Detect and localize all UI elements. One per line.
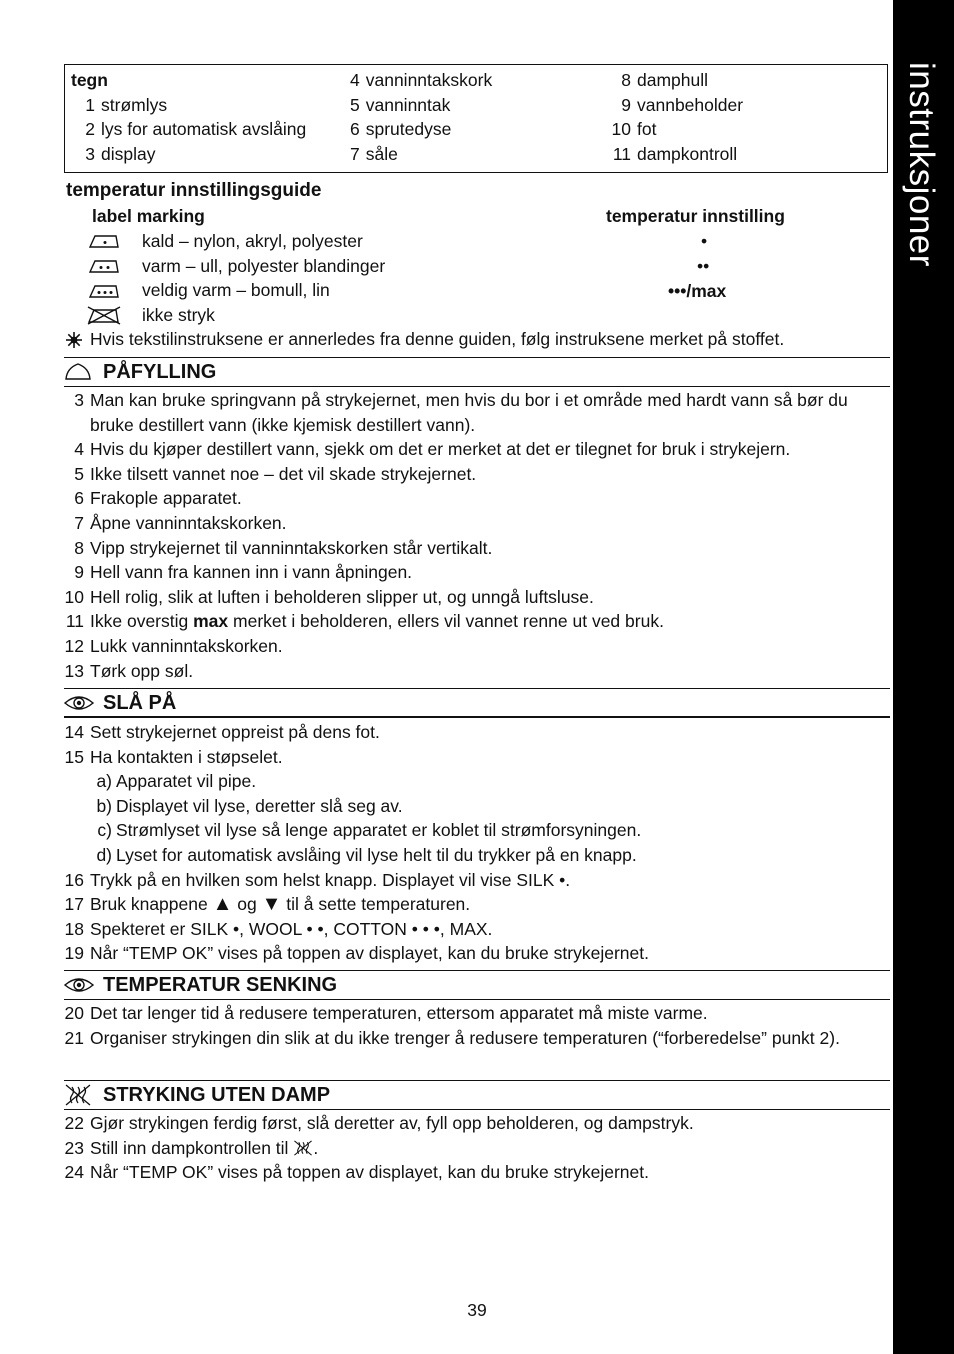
legend-item: 9 vannbeholder: [621, 94, 744, 115]
list-item: 15 Ha kontakten i støpselet.: [64, 746, 283, 767]
legend-item: 10 fot: [611, 119, 657, 140]
legend-item: 7 såle: [350, 143, 398, 164]
section-nosteam-title: STRYKING UTEN DAMP: [103, 1084, 331, 1106]
guide-col-temp: temperatur innstilling: [606, 206, 785, 226]
no-steam-icon: [64, 1083, 92, 1107]
list-item: 13 Tørk opp søl.: [64, 660, 194, 681]
parts-legend: [64, 64, 888, 173]
note-star-icon: [65, 331, 83, 349]
legend-col-3: [611, 68, 743, 166]
side-tab-label: instruksjoner: [902, 62, 941, 267]
water-drop-icon: [64, 360, 92, 384]
eye-icon: [64, 691, 92, 715]
legend-title: tegn: [71, 70, 108, 90]
section-down-header: [64, 970, 890, 1000]
fill-steps: [64, 388, 890, 683]
list-item: 23 Still inn dampkontrollen til .: [64, 1137, 319, 1158]
guide-row-setting: ••: [697, 256, 710, 276]
list-item: 20 Det tar lenger tid å redusere temperaturen, ettersom apparatet må miste varme.: [64, 1003, 708, 1023]
eye-icon: [64, 973, 92, 997]
list-item: 17 Bruk knappene ▲ og ▼ til å sette temperaturen.: [64, 893, 471, 916]
list-subitem: c) Strømlyset vil lyse så lenge apparatet er koblet til strømforsyningen.: [97, 820, 642, 841]
list-item: 22 Gjør strykingen ferdig først, slå deretter av, fyll opp beholderen, og dampstryk.: [64, 1113, 694, 1133]
section-fill-header: [64, 357, 890, 387]
list-item: 14 Sett strykejernet oppreist på dens fot.: [64, 722, 380, 742]
nosteam-steps: [64, 1111, 890, 1185]
guide-row-setting: •••/max: [668, 281, 727, 301]
up-triangle-icon: ▲: [212, 893, 233, 916]
guide-col-label: label marking: [92, 206, 205, 226]
list-subitem: a) Apparatet vil pipe.: [96, 771, 257, 792]
legend-item: 2 lys for automatisk avslåing: [85, 119, 307, 140]
legend-item: 8 damphull: [621, 70, 709, 90]
section-down-title: TEMPERATUR SENKING: [103, 974, 338, 996]
list-subitem: b) Displayet vil lyse, deretter slå seg av.: [96, 795, 403, 816]
list-item: 3 Man kan bruke springvann på strykejernet, men hvis du bor i et område med hardt vann så bør du bruke destillert vann (ikke kjemisk destillert vann).: [74, 390, 848, 435]
guide-row-setting: •: [701, 231, 708, 251]
list-item: 19 Når “TEMP OK” vises på toppen av displayet, kan du bruke strykejernet.: [64, 943, 649, 964]
list-item: 4 Hvis du kjøper destillert vann, sjekk om det er merket at det er tilegnet for bruk i strykejern.: [74, 439, 791, 460]
legend-item: 1 strømlys: [85, 94, 168, 115]
down-steps: [64, 1001, 890, 1050]
section-nosteam-header: [64, 1080, 890, 1110]
guide-row-desc: kald – nylon, akryl, polyester: [142, 231, 363, 251]
list-item: 12 Lukk vanninntakskorken.: [64, 635, 283, 656]
guide-row-desc: veldig varm – bomull, lin: [142, 280, 330, 300]
iron-two-dots-icon: [88, 258, 120, 274]
list-item: 11 Ikke overstig max merket i beholderen, ellers vil vannet renne ut ved bruk.: [65, 611, 664, 632]
iron-one-dot-icon: [88, 233, 120, 249]
do-not-iron-icon: [86, 305, 122, 325]
no-steam-icon: [293, 1139, 313, 1157]
list-item: 9 Hell vann fra kannen inn i vann åpningen.: [74, 562, 413, 583]
list-item: 24 Når “TEMP OK” vises på toppen av displayet, kan du bruke strykejernet.: [64, 1162, 649, 1183]
section-fill-title: PÅFYLLING: [103, 361, 217, 383]
legend-col-1: [71, 68, 306, 166]
legend-item: 11 dampkontroll: [612, 143, 738, 164]
list-item: 7 Åpne vanninntakskorken.: [74, 512, 287, 533]
list-item: 16 Trykk på en hvilken som helst knapp. Displayet vil vise SILK •.: [64, 869, 571, 890]
list-item: 8 Vipp strykejernet til vanninntakskorken står vertikalt.: [74, 537, 493, 558]
legend-col-2: [350, 68, 492, 166]
list-item: 21 Organiser strykingen din slik at du ikke trenger å redusere temperaturen (“forberedelse” punkt 2).: [64, 1027, 840, 1048]
legend-item: 4 vanninntakskork: [350, 70, 493, 90]
guide-note: Hvis tekstilinstruksene er annerledes fra denne guiden, følg instruksene merket på stoffet.: [90, 329, 785, 349]
guide-row-desc: ikke stryk: [142, 305, 215, 325]
down-triangle-icon: ▼: [261, 893, 282, 916]
list-item: 6 Frakople apparatet.: [74, 488, 242, 509]
guide-title: temperatur innstillingsguide: [66, 180, 322, 201]
legend-item: 3 display: [85, 143, 156, 164]
legend-item: 6 sprutedyse: [350, 119, 452, 140]
section-on-header: [64, 688, 890, 718]
on-steps: [64, 720, 890, 966]
section-on-title: SLÅ PÅ: [103, 692, 177, 714]
list-item: 10 Hell rolig, slik at luften i beholderen slipper ut, og unngå luftsluse.: [64, 586, 594, 607]
list-item: 18 Spekteret er SILK •, WOOL • •, COTTON • • •, MAX.: [64, 918, 493, 939]
page-number: 39: [467, 1300, 487, 1320]
list-subitem: d) Lyset for automatisk avslåing vil lyse helt til du trykker på en knapp.: [96, 844, 637, 865]
legend-item: 5 vanninntak: [350, 94, 451, 115]
list-item: 5 Ikke tilsett vannet noe – det vil skade strykejernet.: [74, 463, 477, 484]
guide-row-desc: varm – ull, polyester blandinger: [142, 256, 386, 276]
iron-three-dots-icon: [88, 283, 120, 299]
